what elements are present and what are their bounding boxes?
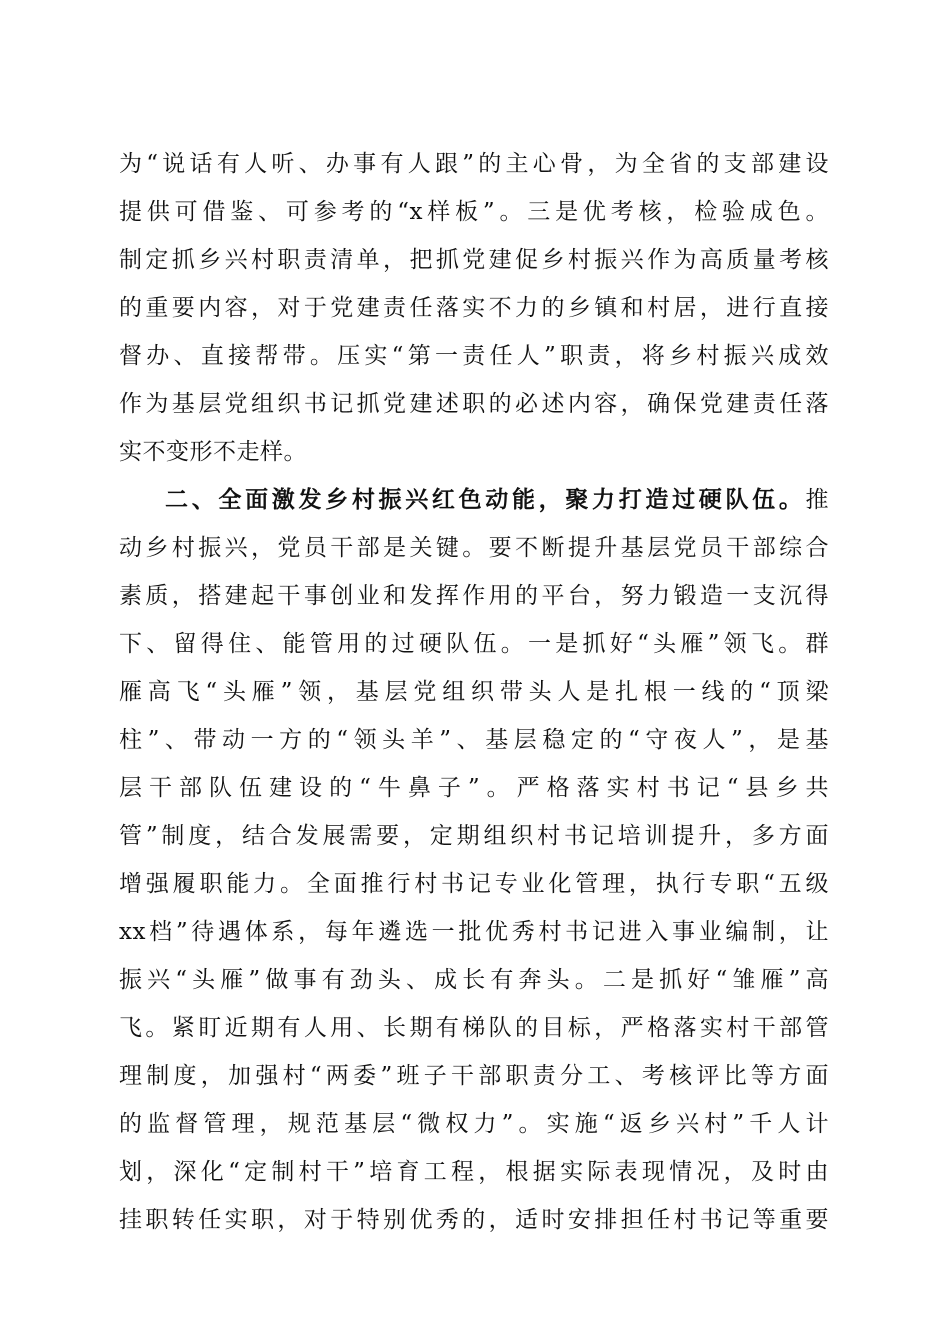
- paragraph-2-first-line: [165, 476, 829, 524]
- paragraph-2-line: 增强履职能力。全面推行村书记专业化管理，执行专职“五级: [119, 871, 829, 897]
- paragraph-2-line: 振兴“头雁”做事有劲头、成长有奔头。二是抓好“雏雁”高: [119, 967, 829, 993]
- paragraph-1-line: 督办、直接帮带。压实“第一责任人”职责，将乡村振兴成效: [119, 343, 829, 369]
- paragraph-2-line: 雁高飞“头雁”领，基层党组织带头人是扎根一线的“顶梁: [119, 679, 829, 705]
- paragraph-2-line: 层干部队伍建设的“牛鼻子”。严格落实村书记“县乡共: [119, 775, 829, 801]
- paragraph-2-line: 管”制度，结合发展需要，定期组织村书记培训提升，多方面: [119, 823, 829, 849]
- paragraph-2-line: 的监督管理，规范基层“微权力”。实施“返乡兴村”千人计: [119, 1111, 829, 1137]
- paragraph-2-line: 下、留得住、能管用的过硬队伍。一是抓好“头雁”领飞。群: [119, 631, 829, 657]
- section-heading: 二、全面激发乡村振兴红色动能，聚力打造过硬队伍。: [165, 487, 806, 513]
- paragraph-2-line: 划，深化“定制村干”培育工程，根据实际表现情况，及时由: [119, 1159, 829, 1185]
- paragraph-1-line: 为“说话有人听、办事有人跟”的主心骨，为全省的支部建设: [119, 151, 829, 177]
- paragraph-1-line: 的重要内容，对于党建责任落实不力的乡镇和村居，进行直接: [119, 295, 829, 321]
- paragraph-2-line: 柱”、带动一方的“领头羊”、基层稳定的“守夜人”，是基: [119, 727, 829, 753]
- paragraph-2-line: 飞。紧盯近期有人用、长期有梯队的目标，严格落实村干部管: [119, 1015, 829, 1041]
- paragraph-2-line: 挂职转任实职，对于特别优秀的，适时安排担任村书记等重要: [119, 1207, 829, 1233]
- paragraph-2-line: 动乡村振兴，党员干部是关键。要不断提升基层党员干部综合: [119, 535, 829, 561]
- paragraph-1-line: 提供可借鉴、可参考的“x样板”。三是优考核，检验成色。: [119, 199, 829, 225]
- paragraph-1-line: 实不变形不走样。: [119, 439, 307, 465]
- paragraph-1-line: 作为基层党组织书记抓党建述职的必述内容，确保党建责任落: [119, 391, 829, 417]
- paragraph-2-line: 理制度，加强村“两委”班子干部职责分工、考核评比等方面: [119, 1063, 829, 1089]
- paragraph-2-first-tail: 推: [805, 487, 829, 513]
- paragraph-2-line: 素质，搭建起干事创业和发挥作用的平台，努力锻造一支沉得: [119, 583, 829, 609]
- paragraph-1-line: 制定抓乡兴村职责清单，把抓党建促乡村振兴作为高质量考核: [119, 247, 829, 273]
- paragraph-2-line: xx档”待遇体系，每年遴选一批优秀村书记进入事业编制，让: [119, 919, 829, 945]
